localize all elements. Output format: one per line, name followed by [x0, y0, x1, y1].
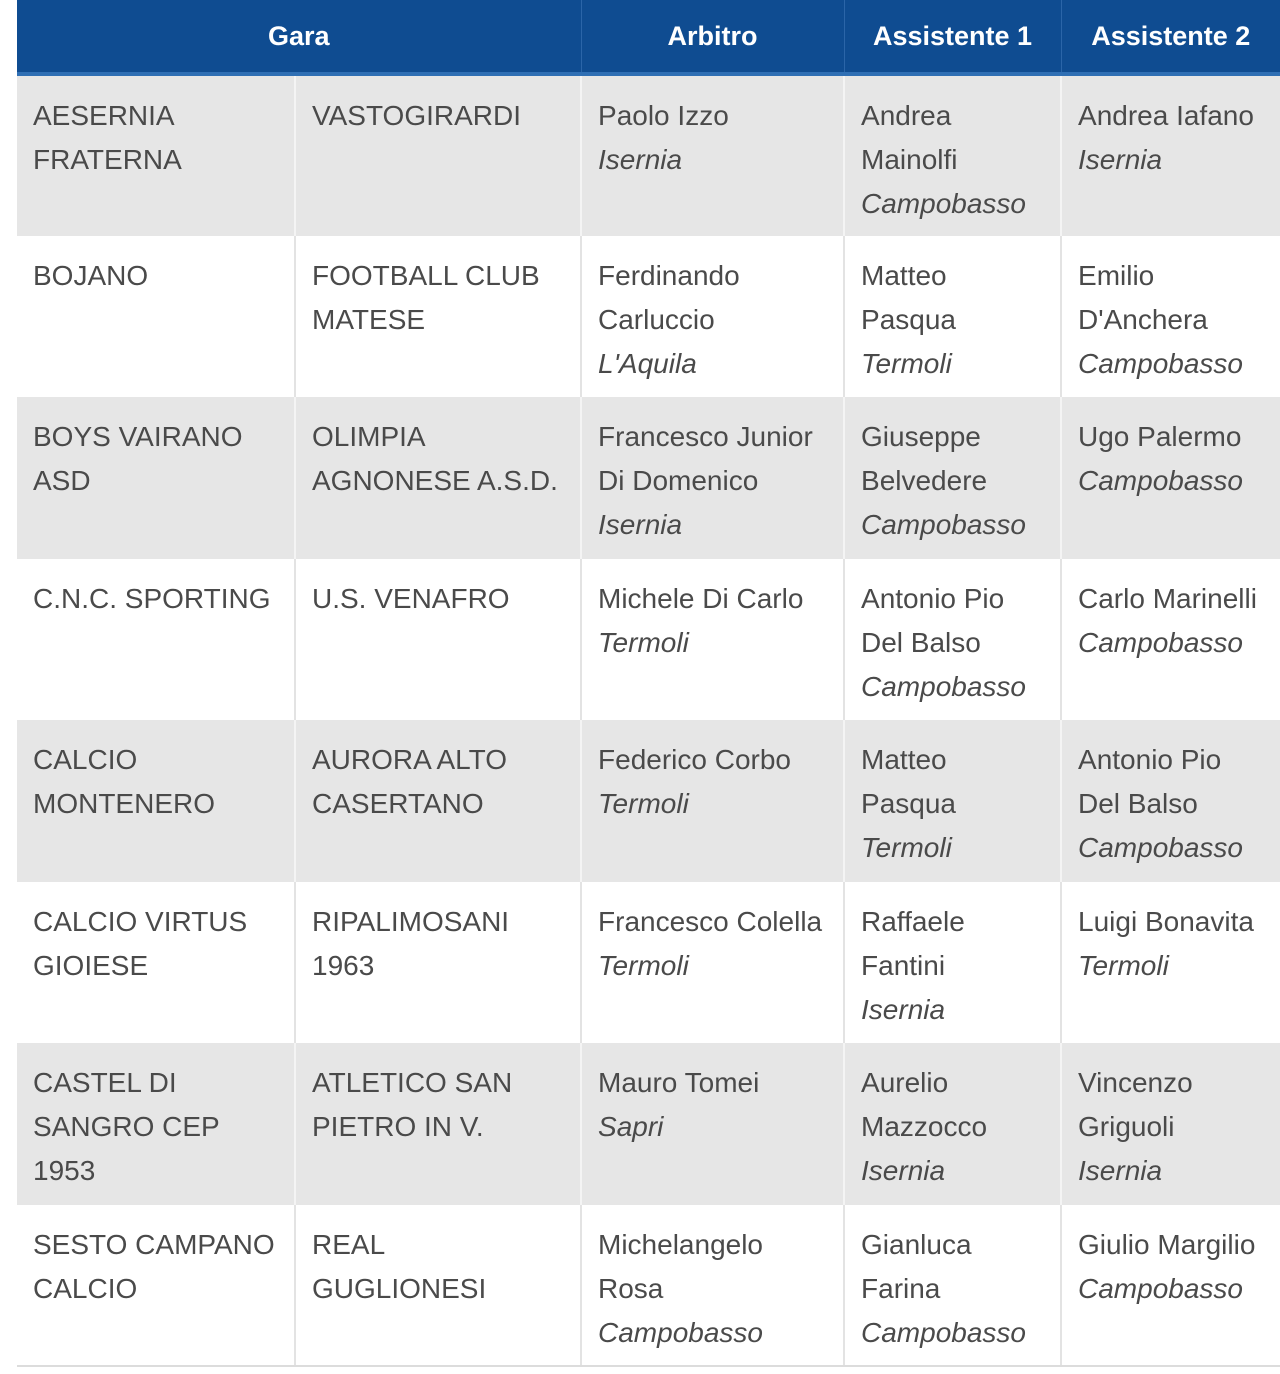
table-row: [17, 397, 1280, 559]
header-assistente-2: Assistente 2: [1061, 0, 1280, 74]
official-name: Vincenzo Griguoli: [1078, 1067, 1193, 1142]
table-row: [17, 236, 1280, 398]
official-city: Isernia: [1078, 1155, 1163, 1186]
official-name: Ugo Palermo: [1078, 421, 1242, 452]
away-team: AURORA ALTO CASERTANO: [295, 720, 581, 882]
official-city: Isernia: [1078, 144, 1163, 175]
official-name: Luigi Bonavita: [1078, 905, 1254, 937]
assistente2-cell: [1061, 882, 1280, 1044]
official-city: Isernia: [598, 509, 683, 540]
official-name: Antonio Pio Del Balso: [861, 582, 1005, 658]
header-assistente-1: Assistente 1: [844, 0, 1061, 74]
table-row: [17, 720, 1280, 882]
home-team: C.N.C. SPORTING: [17, 559, 295, 721]
assistente2-cell: [1061, 1043, 1280, 1205]
table-row: [17, 1205, 1280, 1367]
assistente1-cell: [844, 236, 1061, 398]
assistente2-cell: [1061, 559, 1280, 721]
arbitro-cell: [581, 720, 844, 882]
assistente2-cell: [1061, 1205, 1280, 1367]
assistente1-cell: [844, 1043, 1061, 1205]
official-name: Andrea Iafano: [1078, 100, 1254, 131]
official-name: Emilio D'Anchera: [1078, 259, 1208, 335]
official-city: Campobasso: [861, 509, 1026, 540]
header-arbitro: Arbitro: [581, 0, 844, 74]
assistente1-cell: [844, 720, 1061, 882]
official-city: Termoli: [1078, 949, 1169, 981]
official-city: Campobasso: [598, 1316, 763, 1348]
official-name: Aurelio Mazzocco: [861, 1067, 988, 1142]
official-name: Antonio Pio Del Balso: [1078, 744, 1222, 819]
home-team: BOJANO: [17, 236, 295, 398]
assistente2-cell: [1061, 397, 1280, 559]
official-city: Sapri: [598, 1111, 664, 1142]
official-city: L'Aquila: [598, 347, 697, 379]
away-team: REAL GUGLIONESI: [295, 1205, 581, 1367]
official-city: Campobasso: [861, 670, 1026, 702]
assistente2-cell: [1061, 720, 1280, 882]
table-header: [17, 0, 1280, 74]
away-team: FOOTBALL CLUB MATESE: [295, 236, 581, 398]
official-city: Campobasso: [1078, 465, 1243, 496]
official-city: Isernia: [598, 144, 683, 175]
away-team: OLIMPIA AGNONESE A.S.D.: [295, 397, 581, 559]
assignments-table: [17, 0, 1280, 1367]
official-city: Termoli: [598, 626, 689, 658]
table-row: [17, 1043, 1280, 1205]
official-name: Giuseppe Belvedere: [861, 421, 988, 496]
assistente1-cell: [844, 1205, 1061, 1367]
assistente2-cell: [1061, 236, 1280, 398]
home-team: BOYS VAIRANO ASD: [17, 397, 295, 559]
official-name: Giulio Margilio: [1078, 1228, 1256, 1260]
away-team: ATLETICO SAN PIETRO IN V.: [295, 1043, 581, 1205]
assistente1-cell: [844, 559, 1061, 721]
home-team: CALCIO MONTENERO: [17, 720, 295, 882]
away-team: U.S. VENAFRO: [295, 559, 581, 721]
official-city: Campobasso: [861, 1316, 1026, 1348]
official-name: Francesco Colella: [598, 905, 823, 937]
official-city: Campobasso: [1078, 626, 1243, 658]
arbitro-cell: [581, 559, 844, 721]
official-name: Matteo Pasqua: [861, 744, 956, 819]
arbitro-cell: [581, 74, 844, 236]
table-row: [17, 882, 1280, 1044]
table-row: [17, 559, 1280, 721]
official-city: Termoli: [861, 347, 952, 379]
official-name: Paolo Izzo: [598, 100, 729, 131]
official-city: Campobasso: [861, 188, 1026, 219]
table-row: [17, 74, 1280, 236]
official-name: Michelangelo Rosa: [598, 1228, 764, 1304]
arbitro-cell: [581, 1043, 844, 1205]
official-city: Isernia: [861, 1155, 946, 1186]
arbitro-cell: [581, 236, 844, 398]
official-name: Gianluca Farina: [861, 1228, 972, 1304]
official-name: Francesco Junior Di Domenico: [598, 421, 813, 496]
home-team: SESTO CAMPANO CALCIO: [17, 1205, 295, 1367]
official-city: Campobasso: [1078, 347, 1243, 379]
arbitro-cell: [581, 1205, 844, 1367]
header-gara: Gara: [17, 0, 581, 74]
header-row: [17, 0, 1280, 74]
away-team: VASTOGIRARDI: [295, 74, 581, 236]
official-city: Termoli: [598, 949, 689, 981]
official-name: Raffaele Fantini: [861, 905, 965, 981]
referee-assignments: [17, 0, 1280, 1367]
official-name: Federico Corbo: [598, 744, 791, 775]
arbitro-cell: [581, 882, 844, 1044]
official-name: Carlo Marinelli: [1078, 582, 1257, 614]
official-city: Campobasso: [1078, 1272, 1243, 1304]
assistente1-cell: [844, 882, 1061, 1044]
official-city: Termoli: [861, 832, 952, 863]
official-city: Termoli: [598, 788, 689, 819]
official-name: Ferdinando Carluccio: [598, 259, 740, 335]
official-name: Matteo Pasqua: [861, 259, 956, 335]
assistente1-cell: [844, 397, 1061, 559]
home-team: AESERNIA FRATERNA: [17, 74, 295, 236]
away-team: RIPALIMOSANI 1963: [295, 882, 581, 1044]
assistente1-cell: [844, 74, 1061, 236]
table-body: [17, 74, 1280, 1366]
arbitro-cell: [581, 397, 844, 559]
home-team: CASTEL DI SANGRO CEP 1953: [17, 1043, 295, 1205]
home-team: CALCIO VIRTUS GIOIESE: [17, 882, 295, 1044]
official-city: Isernia: [861, 993, 946, 1025]
assistente2-cell: [1061, 74, 1280, 236]
official-city: Campobasso: [1078, 832, 1243, 863]
official-name: Mauro Tomei: [598, 1067, 760, 1098]
official-name: Michele Di Carlo: [598, 582, 804, 614]
official-name: Andrea Mainolfi: [861, 100, 958, 175]
